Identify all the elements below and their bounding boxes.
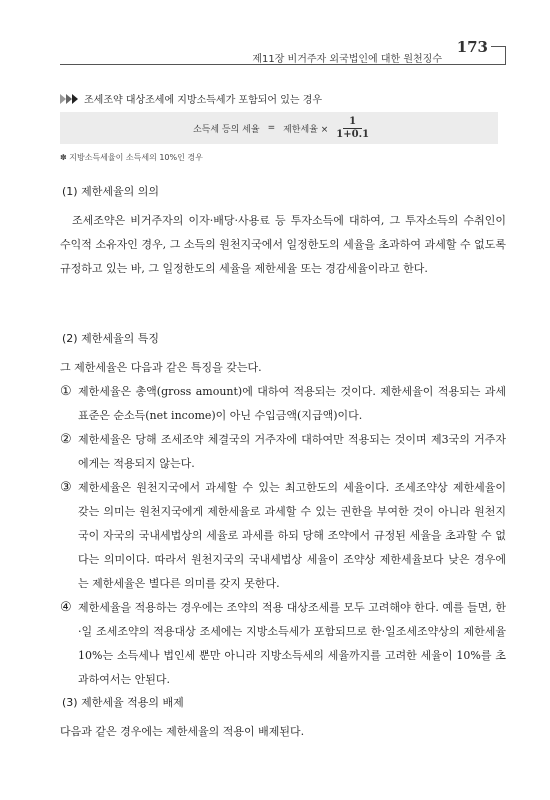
page-header xyxy=(60,36,506,66)
feature-list xyxy=(60,380,506,692)
item-marker: ③ xyxy=(60,480,72,495)
list-item xyxy=(60,596,506,692)
section2-heading: (2) 제한세율의 특징 xyxy=(62,332,159,345)
section3-paragraph: 다음과 같은 경우에는 제한세율의 적용이 배제된다. xyxy=(60,725,305,738)
section2-intro: 그 제한세율은 다음과 같은 특징을 갖는다. xyxy=(60,361,262,374)
list-item xyxy=(60,380,506,428)
header-rule xyxy=(60,64,506,65)
item-marker: ④ xyxy=(60,600,72,615)
item-text: 제한세율은 원천지국에서 과세할 수 있는 최고한도의 세율이다. 조세조약상 제한세율이 갖는 의미는 원천지국에게 제한세율로 과세할 수 있는 권한을 부여한 것이 아니라 원천지국이 자국의 국내세법상의 세율로 과세를 하되 당해 조약에서 규정된 세율을 초과할 수 없다는 의미이다. 따라서 원천지국의 국내세법상 세율이 조약상 제한세율보다 낮은 경우에는 제한세율은 별다른 의미를 갖지 못한다. xyxy=(78,481,506,590)
formula-lhs: 소득세 등의 세율 xyxy=(192,124,260,135)
chapter-title: 제11장 비거주자 외국법인에 대한 원천징수 xyxy=(252,54,442,65)
section1-paragraph: 조세조약은 비거주자의 이자·배당·사용료 등 투자소득에 대하여, 그 투자소득의 수취인이 수익적 소유자인 경우, 그 소득의 원천지국에서 일정한도의 세율을 초과하여 과세할 수 없도록 규정하고 있는 바, 그 일정한도의 세율을 제한세율 또는 경감세율이라고 한다. xyxy=(60,214,506,275)
section-note-text: 조세조약 대상조세에 지방소득세가 포함되어 있는 경우 xyxy=(84,95,323,106)
item-text: 제한세율은 당해 조세조약 체결국의 거주자에 대하여만 적용되는 것이며 제3국의 거주자에게는 적용되지 않는다. xyxy=(78,433,506,470)
formula-term: 제한세율 × xyxy=(283,124,329,135)
section1-heading: (1) 제한세율의 의의 xyxy=(62,185,159,198)
formula-equals: = xyxy=(267,123,276,133)
list-item xyxy=(60,428,506,476)
arrow-right-icon xyxy=(60,94,80,104)
formula-box xyxy=(60,112,498,144)
section3-heading: (3) 제한세율 적용의 배제 xyxy=(62,696,184,709)
item-marker: ① xyxy=(60,384,72,399)
item-marker: ② xyxy=(60,432,72,447)
item-text: 제한세율은 총액(gross amount)에 대하여 적용되는 것이다. 제한세율이 적용되는 과세표준은 순소득(net income)이 아닌 수입금액(지급액)이다. xyxy=(78,385,506,422)
list-item xyxy=(60,476,506,596)
formula-numerator: 1 xyxy=(343,116,362,129)
footnote: ✽ 지방소득세율이 소득세의 10%인 경우 xyxy=(60,153,203,162)
section-note xyxy=(60,91,322,106)
formula-denominator: 1+0.1 xyxy=(336,128,370,140)
item-text: 제한세율을 적용하는 경우에는 조약의 적용 대상조세를 모두 고려해야 한다. 예를 들면, 한·일 조세조약의 적용대상 조세에는 지방소득세가 포함되므로 한·일조세조약상의 제한세율 10%는 소득세나 법인세 뿐만 아니라 지방소득세의 세율까지를 고려한 세율이 10%를 초과하여서는 안된다. xyxy=(78,601,506,686)
page-number: 173 xyxy=(456,38,488,56)
formula-fraction xyxy=(336,116,369,141)
page-number-rule xyxy=(491,46,506,65)
